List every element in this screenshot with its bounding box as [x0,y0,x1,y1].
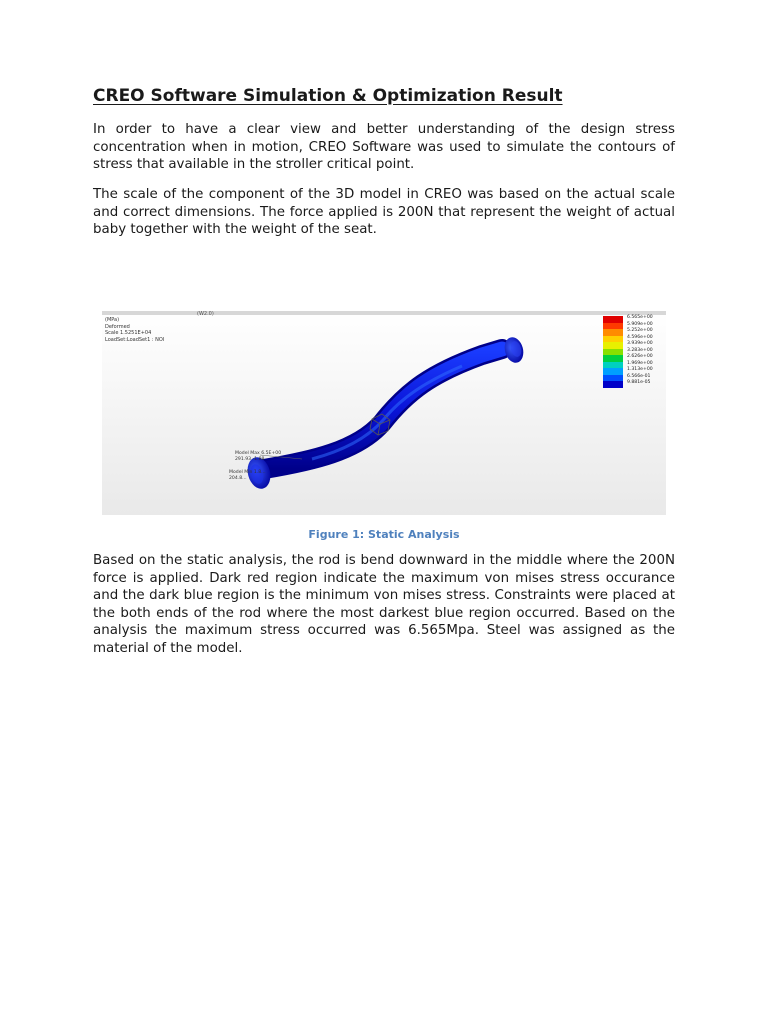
legend-entry: 5.909e+00 [603,323,663,330]
window-label: (W2.0) [197,311,214,317]
info-line: Deformed [105,323,130,330]
stress-legend [603,316,663,388]
page-title: CREO Software Simulation & Optimization Result [93,86,563,106]
figure-caption: Figure 1: Static Analysis [308,528,460,541]
result-info-block [105,317,164,343]
model-max-label: Model Max 6.5E+00 291.93 -1.88 [235,451,282,462]
legend-entry: 6.566e-01 [603,375,663,382]
legend-swatch [603,381,623,388]
legend-entry: 6.565e+00 [603,316,663,323]
legend-entry: 2.626e+00 [603,355,663,362]
legend-entry: 5.252e+00 [603,329,663,336]
info-line: Scale 1.5251E+04 [105,330,152,336]
legend-entry: 9.881e-05 [603,381,663,388]
legend-entry: 3.283e+00 [603,349,663,356]
scale-paragraph: The scale of the component of the 3D model in CREO was based on the actual scale and correct dimensions. The force applied is 200N that represent the weight of actual baby together with the weight of the seat. [93,187,675,238]
model-min-label: Model Min 1.8... 204.8... [229,470,266,481]
analysis-paragraph: Based on the static analysis, the rod is bend downward in the middle where the 200N force is applied. Dark red region indicate the maximum von mises stress occurance and the dark blue region is the minimum von mises stress. Constraints were placed at the both ends of the rod where the most darkest blue region occurred. Based on the analysis the maximum stress occurred was 6.565Mpa. Steel was assigned as the material of the model. [93,553,675,656]
legend-entry: 3.939e+00 [603,342,663,349]
simulation-render [102,311,666,515]
legend-entry: 4.596e+00 [603,336,663,343]
legend-entry: 1.313e+00 [603,368,663,375]
info-line: LoadSet:LoadSet1 : NOI [105,336,165,343]
info-line: (MPa) [105,317,120,323]
static-analysis-figure [102,311,666,515]
intro-paragraph: In order to have a clear view and better understanding of the design stress concentration when in motion, CREO Software was used to simulate the contours of stress that available in the stroller critical point. [93,122,675,173]
legend-entry: 1.969e+00 [603,362,663,369]
